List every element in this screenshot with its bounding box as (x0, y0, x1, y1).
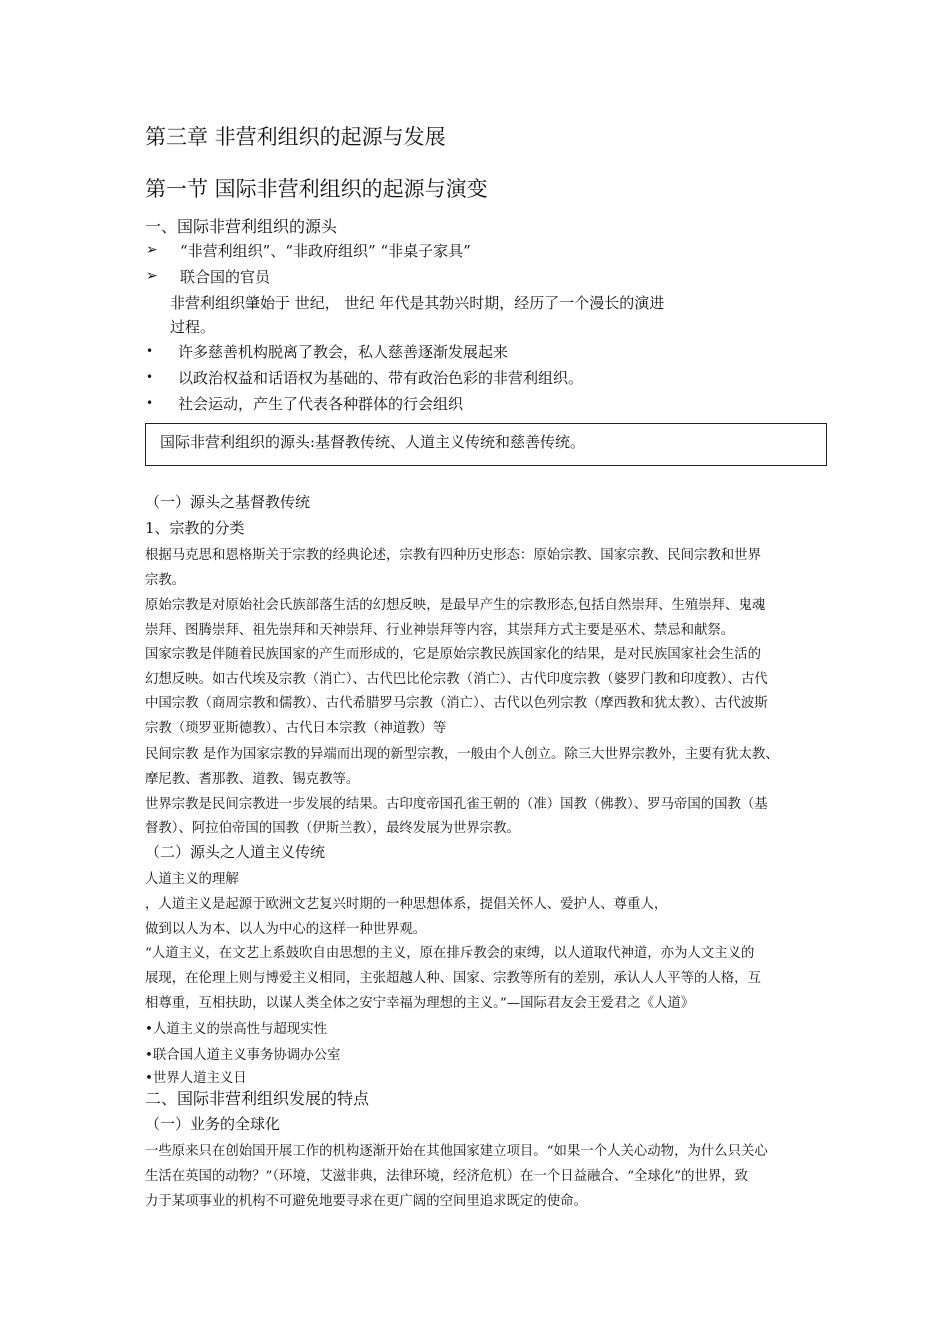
bullet-item: •世界人道主义日 (145, 1071, 247, 1086)
paragraph-line: 宗教。 (145, 573, 186, 588)
paragraph-line: 原始宗教是对原始社会氏族部落生活的幻想反映，是最早产生的宗教形态,包括自然崇拜、生殖崇拜、鬼魂 (145, 598, 766, 613)
arrow-item: “非营利组织”、“非政府组织” “非桌子家具” (180, 242, 471, 260)
paragraph-line: 幻想反映。如古代埃及宗教（消亡）、古代巴比伦宗教（消亡）、古代印度宗教（婆罗门教和印度教）、古代 (145, 672, 768, 687)
sub2-heading: （二）源头之人道主义传统 (145, 843, 326, 861)
dot-bullet-icon: • (146, 344, 154, 358)
paragraph-line: 摩尼教、耆那教、道教、锡克教等。 (145, 772, 360, 787)
origin-text-cont: 过程。 (170, 318, 216, 336)
paragraph-line: ，人道主义是起源于欧洲文艺复兴时期的一种思想体系，提倡关怀人、爱护人、尊重人， (145, 897, 668, 912)
paragraph-line: 力于某项事业的机构不可避免地要寻求在更广阔的空间里追求既定的使命。 (145, 1194, 587, 1209)
paragraph-line: 宗教（琐罗亚斯德教）、古代日本宗教（神道教）等 (145, 721, 447, 736)
quote-line: 展现，在伦理上则与博爱主义相同，主张超越人种、国家、宗教等所有的差别，承认人人平等的人格，互 (145, 971, 761, 986)
quote-line: “人道主义，在文艺上系鼓吹自由思想的主义，原在排斥教会的束缚，以人道取代神道，亦为人文主义的 (145, 946, 755, 961)
arrow-item: 联合国的官员 (180, 268, 271, 286)
part1-heading: 一、国际非营利组织的源头 (145, 217, 338, 236)
dot-item: 社会运动，产生了代表各种群体的行会组织 (178, 395, 464, 413)
arrow-bullet-icon: ➢ (146, 268, 158, 284)
paragraph-line: 中国宗教（商周宗教和儒教）、古代希腊罗马宗教（消亡）、古代以色列宗教（摩西教和犹太教）、古代波斯 (145, 696, 768, 711)
sub2-subheading: 人道主义的理解 (145, 872, 239, 887)
bullet-item: •联合国人道主义事务协调办公室 (145, 1048, 341, 1063)
arrow-bullet-icon: ➢ (146, 242, 158, 258)
paragraph-line: 崇拜、图腾崇拜、祖先崇拜和天神崇拜、行业神崇拜等内容，其崇拜方式主要是巫术、禁忌和献祭。 (145, 623, 735, 638)
bullet-item: •人道主义的崇高性与超现实性 (145, 1022, 327, 1037)
dot-item: 许多慈善机构脱离了教会，私人慈善逐渐发展起来 (178, 343, 509, 361)
section-title: 第一节 国际非营利组织的起源与演变 (145, 177, 488, 201)
paragraph-line: 世界宗教是民间宗教进一步发展的结果。古印度帝国孔雀王朝的（准）国教（佛教）、罗马帝国的国教（基 (145, 797, 768, 812)
paragraph-line: 做到以人为本、以人为中心的这样一种世界观。 (145, 922, 427, 937)
chapter-title: 第三章 非营利组织的起源与发展 (145, 125, 446, 149)
quote-line: 相尊重，互相扶助，以谋人类全体之安宁幸福为理想的主义。”—国际君友会王爱君之《人道》 (145, 996, 695, 1011)
paragraph-line: 国家宗教是伴随着民族国家的产生而形成的，它是原始宗教民族国家化的结果，是对民族国家社会生活的 (145, 647, 761, 662)
dot-bullet-icon: • (146, 396, 154, 410)
summary-box-text: 国际非营利组织的源头:基督教传统、人道主义传统和慈善传统。 (160, 433, 586, 451)
sub1-heading: （一）源头之基督教传统 (145, 493, 311, 511)
summary-box (145, 423, 827, 466)
dot-bullet-icon: • (146, 370, 154, 384)
part2-subheading: （一）业务的全球化 (145, 1115, 281, 1133)
paragraph-line: 根据马克思和恩格斯关于宗教的经典论述，宗教有四种历史形态：原始宗教、国家宗教、民间宗教和世界 (145, 548, 761, 563)
paragraph-line: 一些原来只在创始国开展工作的机构逐渐开始在其他国家建立项目。“如果一个人关心动物，为什么只关心 (145, 1144, 768, 1159)
origin-text: 非营利组织肇始于 世纪， 世纪 年代是其勃兴时期，经历了一个漫长的演进 (170, 294, 665, 312)
paragraph-line: 督教）、阿拉伯帝国的国教（伊斯兰教），最终发展为世界宗教。 (145, 821, 520, 836)
paragraph-line: 民间宗教 是作为国家宗教的异端而出现的新型宗教，一般由个人创立。除三大世界宗教外，主要有犹太教、 (145, 747, 779, 762)
dot-item: 以政治权益和话语权为基础的、带有政治色彩的非营利组织。 (178, 369, 584, 387)
paragraph-line: 生活在英国的动物？”（环境，艾滋非典，法律环境，经济危机）在一个日益融合、“全球化”的世界，致 (145, 1169, 749, 1184)
sub1-subheading: 1、宗教的分类 (145, 519, 245, 537)
part2-heading: 二、国际非营利组织发展的特点 (145, 1089, 370, 1108)
